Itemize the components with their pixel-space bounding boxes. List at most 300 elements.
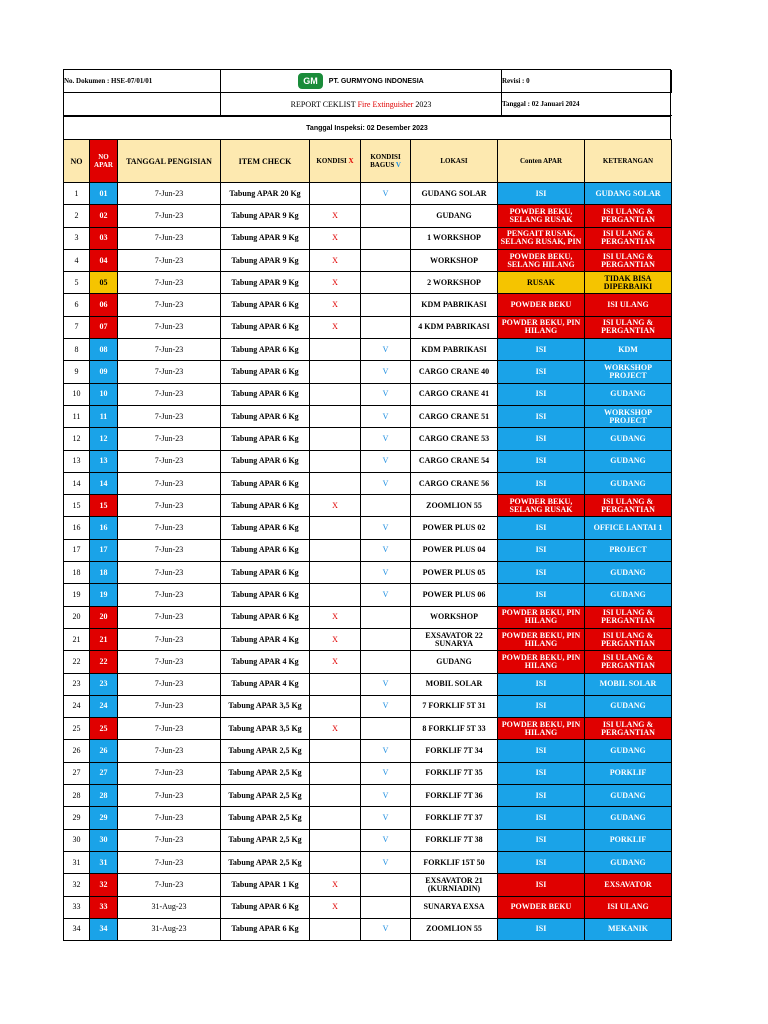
cell-kondisi: [310, 740, 361, 762]
table-row: [64, 829, 672, 851]
cell-kondisi: [310, 807, 361, 829]
cell-bagus: V: [361, 807, 411, 829]
cell-kondisi: X: [310, 606, 361, 628]
cell-bagus: V: [361, 339, 411, 361]
cell-kondisi: X: [310, 294, 361, 316]
cell-conten: ISI: [498, 762, 585, 784]
cell-item: Tabung APAR 20 Kg: [221, 183, 310, 205]
cell-keterangan: GUDANG: [585, 428, 672, 450]
cell-lokasi: POWER PLUS 02: [411, 517, 498, 539]
cell-keterangan: ISI ULANG & PERGANTIAN: [585, 249, 672, 271]
cell-bagus: V: [361, 383, 411, 405]
cell-keterangan: ISI ULANG & PERGANTIAN: [585, 651, 672, 673]
table-row: [64, 874, 672, 896]
cell-no: 16: [64, 517, 90, 539]
cell-bagus: V: [361, 584, 411, 606]
cell-no: 10: [64, 383, 90, 405]
table-row: [64, 740, 672, 762]
cell-item: Tabung APAR 6 Kg: [221, 495, 310, 517]
cell-tanggal: 7-Jun-23: [118, 606, 221, 628]
cell-bagus: [361, 227, 411, 249]
table-row: [64, 316, 672, 338]
cell-tanggal: 7-Jun-23: [118, 628, 221, 650]
cell-bagus: [361, 628, 411, 650]
table-row: [64, 896, 672, 918]
cell-kondisi: X: [310, 495, 361, 517]
cell-bagus: V: [361, 405, 411, 427]
cell-no: 29: [64, 807, 90, 829]
cell-lokasi: CARGO CRANE 56: [411, 472, 498, 494]
cell-keterangan: GUDANG: [585, 785, 672, 807]
cell-conten: PENGAIT RUSAK, SELANG RUSAK, PIN: [498, 227, 585, 249]
cell-conten: ISI: [498, 339, 585, 361]
cell-bagus: [361, 205, 411, 227]
cell-item: Tabung APAR 1 Kg: [221, 874, 310, 896]
cell-bagus: V: [361, 785, 411, 807]
table-row: [64, 673, 672, 695]
table-row: [64, 851, 672, 873]
cell-keterangan: ISI ULANG & PERGANTIAN: [585, 606, 672, 628]
table-row: [64, 539, 672, 561]
cell-tanggal: 31-Aug-23: [118, 896, 221, 918]
cell-conten: POWDER BEKU, PIN HILANG: [498, 628, 585, 650]
cell-item: Tabung APAR 9 Kg: [221, 205, 310, 227]
cell-tanggal: 7-Jun-23: [118, 205, 221, 227]
cell-lokasi: GUDANG SOLAR: [411, 183, 498, 205]
cell-bagus: V: [361, 472, 411, 494]
cell-lokasi: ZOOMLION 55: [411, 918, 498, 940]
cell-tanggal: 7-Jun-23: [118, 472, 221, 494]
cell-no-apar: 21: [90, 628, 118, 650]
cell-kondisi: [310, 539, 361, 561]
cell-no: 34: [64, 918, 90, 940]
cell-no: 18: [64, 562, 90, 584]
cell-kondisi: [310, 695, 361, 717]
cell-lokasi: CARGO CRANE 54: [411, 450, 498, 472]
cell-keterangan: MEKANIK: [585, 918, 672, 940]
cell-no: 26: [64, 740, 90, 762]
cell-keterangan: ISI ULANG: [585, 294, 672, 316]
table-row: [64, 517, 672, 539]
cell-bagus: V: [361, 562, 411, 584]
cell-no: 15: [64, 495, 90, 517]
cell-tanggal: 7-Jun-23: [118, 339, 221, 361]
cell-tanggal: 7-Jun-23: [118, 740, 221, 762]
cell-item: Tabung APAR 9 Kg: [221, 272, 310, 294]
cell-item: Tabung APAR 3,5 Kg: [221, 695, 310, 717]
cell-bagus: V: [361, 183, 411, 205]
cell-kondisi: [310, 517, 361, 539]
cell-bagus: V: [361, 539, 411, 561]
cell-tanggal: 7-Jun-23: [118, 383, 221, 405]
cell-lokasi: KDM PABRIKASI: [411, 339, 498, 361]
cell-item: Tabung APAR 6 Kg: [221, 517, 310, 539]
cell-no-apar: 17: [90, 539, 118, 561]
cell-kondisi: X: [310, 227, 361, 249]
cell-no-apar: 24: [90, 695, 118, 717]
title-year: 2023: [415, 99, 432, 109]
cell-bagus: V: [361, 428, 411, 450]
cell-keterangan: GUDANG: [585, 383, 672, 405]
cell-lokasi: 2 WORKSHOP: [411, 272, 498, 294]
cell-tanggal: 7-Jun-23: [118, 183, 221, 205]
col-no: NO: [64, 140, 90, 183]
cell-conten: RUSAK: [498, 272, 585, 294]
checklist-table: [63, 139, 672, 941]
cell-no: 32: [64, 874, 90, 896]
table-row: [64, 450, 672, 472]
table-row: [64, 339, 672, 361]
cell-conten: POWDER BEKU: [498, 294, 585, 316]
cell-bagus: V: [361, 361, 411, 383]
cell-conten: POWDER BEKU, SELANG RUSAK: [498, 205, 585, 227]
cell-kondisi: X: [310, 651, 361, 673]
cell-item: Tabung APAR 6 Kg: [221, 539, 310, 561]
cell-kondisi: [310, 339, 361, 361]
cell-tanggal: 7-Jun-23: [118, 495, 221, 517]
cell-conten: ISI: [498, 428, 585, 450]
cell-no-apar: 23: [90, 673, 118, 695]
cell-keterangan: GUDANG: [585, 562, 672, 584]
cell-keterangan: WORKSHOP PROJECT: [585, 405, 672, 427]
cell-tanggal: 7-Jun-23: [118, 361, 221, 383]
cell-tanggal: 7-Jun-23: [118, 762, 221, 784]
cell-tanggal: 7-Jun-23: [118, 272, 221, 294]
cell-kondisi: [310, 405, 361, 427]
cell-item: Tabung APAR 6 Kg: [221, 450, 310, 472]
cell-lokasi: GUDANG: [411, 651, 498, 673]
cell-kondisi: X: [310, 628, 361, 650]
cell-bagus: [361, 651, 411, 673]
cell-tanggal: 7-Jun-23: [118, 874, 221, 896]
cell-tanggal: 7-Jun-23: [118, 695, 221, 717]
company-name: PT. GURMYONG INDONESIA: [328, 77, 424, 85]
col-no-apar: NO APAR: [90, 140, 118, 183]
cell-no-apar: 31: [90, 851, 118, 873]
cell-bagus: [361, 249, 411, 271]
col-keterangan: KETERANGAN: [585, 140, 672, 183]
table-header-row: [64, 140, 672, 183]
cell-no: 24: [64, 695, 90, 717]
cell-tanggal: 7-Jun-23: [118, 450, 221, 472]
table-row: [64, 628, 672, 650]
table-row: [64, 562, 672, 584]
cell-tanggal: 31-Aug-23: [118, 918, 221, 940]
cell-item: Tabung APAR 6 Kg: [221, 383, 310, 405]
cell-bagus: V: [361, 695, 411, 717]
cell-no-apar: 32: [90, 874, 118, 896]
cell-conten: POWDER BEKU, PIN HILANG: [498, 606, 585, 628]
cell-no-apar: 34: [90, 918, 118, 940]
cell-keterangan: KDM: [585, 339, 672, 361]
cell-lokasi: FORKLIF 15T 50: [411, 851, 498, 873]
cell-conten: ISI: [498, 673, 585, 695]
cell-item: Tabung APAR 6 Kg: [221, 294, 310, 316]
cell-keterangan: GUDANG: [585, 740, 672, 762]
table-row: [64, 718, 672, 740]
cell-no-apar: 30: [90, 829, 118, 851]
cell-no: 31: [64, 851, 90, 873]
table-row: [64, 472, 672, 494]
cell-kondisi: X: [310, 316, 361, 338]
cell-no: 13: [64, 450, 90, 472]
cell-conten: POWDER BEKU, PIN HILANG: [498, 316, 585, 338]
cell-bagus: [361, 272, 411, 294]
cell-keterangan: PORKLIF: [585, 829, 672, 851]
cell-keterangan: ISI ULANG & PERGANTIAN: [585, 227, 672, 249]
cell-lokasi: 8 FORKLIF 5T 33: [411, 718, 498, 740]
cell-lokasi: POWER PLUS 05: [411, 562, 498, 584]
cell-kondisi: [310, 918, 361, 940]
cell-item: Tabung APAR 9 Kg: [221, 227, 310, 249]
cell-no-apar: 13: [90, 450, 118, 472]
col-kondisi-x: X: [348, 157, 354, 165]
col-bagus-label: KONDISI BAGUS: [370, 153, 401, 169]
cell-bagus: V: [361, 851, 411, 873]
cell-item: Tabung APAR 9 Kg: [221, 249, 310, 271]
cell-item: Tabung APAR 6 Kg: [221, 472, 310, 494]
cell-conten: ISI: [498, 874, 585, 896]
col-item: ITEM CHECK: [221, 140, 310, 183]
cell-lokasi: 4 KDM PABRIKASI: [411, 316, 498, 338]
cell-lokasi: CARGO CRANE 53: [411, 428, 498, 450]
cell-conten: ISI: [498, 517, 585, 539]
cell-bagus: V: [361, 740, 411, 762]
cell-item: Tabung APAR 6 Kg: [221, 316, 310, 338]
table-row: [64, 183, 672, 205]
cell-no-apar: 29: [90, 807, 118, 829]
cell-no: 23: [64, 673, 90, 695]
cell-keterangan: ISI ULANG & PERGANTIAN: [585, 316, 672, 338]
cell-lokasi: GUDANG: [411, 205, 498, 227]
col-lokasi: LOKASI: [411, 140, 498, 183]
cell-item: Tabung APAR 6 Kg: [221, 606, 310, 628]
cell-conten: ISI: [498, 539, 585, 561]
cell-kondisi: [310, 785, 361, 807]
cell-item: Tabung APAR 2,5 Kg: [221, 762, 310, 784]
cell-kondisi: [310, 472, 361, 494]
cell-no-apar: 01: [90, 183, 118, 205]
cell-item: Tabung APAR 4 Kg: [221, 651, 310, 673]
cell-tanggal: 7-Jun-23: [118, 249, 221, 271]
cell-bagus: [361, 316, 411, 338]
col-bagus-v: V: [395, 161, 401, 169]
cell-item: Tabung APAR 6 Kg: [221, 896, 310, 918]
cell-kondisi: X: [310, 205, 361, 227]
document-sheet: [63, 69, 671, 941]
cell-conten: POWDER BEKU, PIN HILANG: [498, 718, 585, 740]
cell-tanggal: 7-Jun-23: [118, 651, 221, 673]
cell-tanggal: 7-Jun-23: [118, 584, 221, 606]
cell-keterangan: PORKLIF: [585, 762, 672, 784]
cell-no: 30: [64, 829, 90, 851]
cell-bagus: [361, 606, 411, 628]
cell-no: 3: [64, 227, 90, 249]
cell-bagus: [361, 896, 411, 918]
cell-no: 2: [64, 205, 90, 227]
cell-bagus: [361, 718, 411, 740]
table-row: [64, 807, 672, 829]
cell-keterangan: ISI ULANG & PERGANTIAN: [585, 628, 672, 650]
cell-bagus: V: [361, 918, 411, 940]
cell-conten: ISI: [498, 740, 585, 762]
cell-lokasi: 7 FORKLIF 5T 31: [411, 695, 498, 717]
col-conten: Conten APAR: [498, 140, 585, 183]
cell-kondisi: [310, 829, 361, 851]
cell-item: Tabung APAR 6 Kg: [221, 339, 310, 361]
cell-conten: ISI: [498, 361, 585, 383]
cell-tanggal: 7-Jun-23: [118, 294, 221, 316]
cell-tanggal: 7-Jun-23: [118, 316, 221, 338]
table-row: [64, 495, 672, 517]
table-row: [64, 272, 672, 294]
cell-keterangan: GUDANG SOLAR: [585, 183, 672, 205]
cell-bagus: [361, 495, 411, 517]
cell-kondisi: [310, 361, 361, 383]
cell-conten: ISI: [498, 183, 585, 205]
cell-no-apar: 27: [90, 762, 118, 784]
cell-conten: ISI: [498, 829, 585, 851]
cell-tanggal: 7-Jun-23: [118, 718, 221, 740]
table-row: [64, 918, 672, 940]
col-tanggal: TANGGAL PENGISIAN: [118, 140, 221, 183]
cell-keterangan: OFFICE LANTAI 1: [585, 517, 672, 539]
cell-no-apar: 26: [90, 740, 118, 762]
doc-number: No. Dokumen : HSE-07/01/01: [64, 70, 221, 93]
cell-item: Tabung APAR 4 Kg: [221, 628, 310, 650]
cell-no: 28: [64, 785, 90, 807]
cell-kondisi: X: [310, 896, 361, 918]
cell-bagus: V: [361, 673, 411, 695]
cell-lokasi: FORKLIF 7T 36: [411, 785, 498, 807]
inspection-date: Tanggal Inspeksi: 02 Desember 2023: [63, 116, 671, 139]
cell-conten: ISI: [498, 695, 585, 717]
cell-no-apar: 16: [90, 517, 118, 539]
cell-no-apar: 09: [90, 361, 118, 383]
table-row: [64, 405, 672, 427]
cell-lokasi: POWER PLUS 04: [411, 539, 498, 561]
cell-conten: ISI: [498, 807, 585, 829]
cell-kondisi: [310, 450, 361, 472]
cell-tanggal: 7-Jun-23: [118, 807, 221, 829]
cell-kondisi: [310, 762, 361, 784]
cell-no: 8: [64, 339, 90, 361]
cell-kondisi: [310, 428, 361, 450]
cell-conten: ISI: [498, 405, 585, 427]
cell-no-apar: 02: [90, 205, 118, 227]
cell-lokasi: CARGO CRANE 41: [411, 383, 498, 405]
cell-item: Tabung APAR 2,5 Kg: [221, 851, 310, 873]
cell-bagus: V: [361, 517, 411, 539]
title-highlight: Fire Extinguisher: [357, 99, 414, 109]
cell-kondisi: X: [310, 272, 361, 294]
cell-no-apar: 12: [90, 428, 118, 450]
company-logo: GM: [298, 73, 323, 89]
cell-no-apar: 08: [90, 339, 118, 361]
cell-lokasi: FORKLIF 7T 35: [411, 762, 498, 784]
cell-no-apar: 19: [90, 584, 118, 606]
cell-conten: POWDER BEKU: [498, 896, 585, 918]
cell-bagus: V: [361, 450, 411, 472]
cell-tanggal: 7-Jun-23: [118, 428, 221, 450]
cell-no: 21: [64, 628, 90, 650]
cell-no-apar: 18: [90, 562, 118, 584]
cell-kondisi: [310, 851, 361, 873]
cell-tanggal: 7-Jun-23: [118, 562, 221, 584]
cell-item: Tabung APAR 3,5 Kg: [221, 718, 310, 740]
cell-no: 11: [64, 405, 90, 427]
cell-lokasi: EXSAVATOR 22 SUNARYA: [411, 628, 498, 650]
cell-lokasi: CARGO CRANE 51: [411, 405, 498, 427]
cell-kondisi: X: [310, 249, 361, 271]
cell-no: 27: [64, 762, 90, 784]
table-row: [64, 785, 672, 807]
cell-bagus: V: [361, 762, 411, 784]
cell-no: 14: [64, 472, 90, 494]
table-row: [64, 762, 672, 784]
cell-keterangan: WORKSHOP PROJECT: [585, 361, 672, 383]
cell-kondisi: X: [310, 718, 361, 740]
cell-no: 12: [64, 428, 90, 450]
table-row: [64, 294, 672, 316]
cell-kondisi: X: [310, 874, 361, 896]
header-blank: [64, 93, 221, 116]
cell-keterangan: ISI ULANG & PERGANTIAN: [585, 718, 672, 740]
cell-conten: POWDER BEKU, SELANG HILANG: [498, 249, 585, 271]
report-date: Tanggal : 02 Januari 2024: [502, 93, 672, 116]
cell-item: Tabung APAR 6 Kg: [221, 428, 310, 450]
cell-item: Tabung APAR 6 Kg: [221, 918, 310, 940]
table-row: [64, 361, 672, 383]
cell-keterangan: ISI ULANG & PERGANTIAN: [585, 205, 672, 227]
cell-tanggal: 7-Jun-23: [118, 851, 221, 873]
cell-item: Tabung APAR 2,5 Kg: [221, 740, 310, 762]
cell-keterangan: PROJECT: [585, 539, 672, 561]
cell-lokasi: WORKSHOP: [411, 249, 498, 271]
table-row: [64, 584, 672, 606]
cell-no-apar: 15: [90, 495, 118, 517]
company-banner: [221, 70, 502, 93]
cell-keterangan: ISI ULANG & PERGANTIAN: [585, 495, 672, 517]
cell-lokasi: FORKLIF 7T 34: [411, 740, 498, 762]
cell-no-apar: 20: [90, 606, 118, 628]
cell-bagus: V: [361, 829, 411, 851]
cell-lokasi: KDM PABRIKASI: [411, 294, 498, 316]
cell-conten: ISI: [498, 450, 585, 472]
cell-no: 25: [64, 718, 90, 740]
cell-conten: POWDER BEKU, PIN HILANG: [498, 651, 585, 673]
cell-no-apar: 33: [90, 896, 118, 918]
cell-no-apar: 03: [90, 227, 118, 249]
cell-no: 33: [64, 896, 90, 918]
cell-no: 5: [64, 272, 90, 294]
cell-tanggal: 7-Jun-23: [118, 517, 221, 539]
cell-item: Tabung APAR 6 Kg: [221, 361, 310, 383]
cell-conten: ISI: [498, 851, 585, 873]
cell-kondisi: [310, 383, 361, 405]
cell-kondisi: [310, 562, 361, 584]
cell-keterangan: EXSAVATOR: [585, 874, 672, 896]
cell-no-apar: 10: [90, 383, 118, 405]
table-row: [64, 227, 672, 249]
cell-lokasi: MOBIL SOLAR: [411, 673, 498, 695]
cell-keterangan: MOBIL SOLAR: [585, 673, 672, 695]
cell-conten: POWDER BEKU, SELANG RUSAK: [498, 495, 585, 517]
col-kondisi-label: KONDISI: [316, 157, 347, 165]
table-row: [64, 428, 672, 450]
cell-kondisi: [310, 673, 361, 695]
cell-keterangan: GUDANG: [585, 851, 672, 873]
